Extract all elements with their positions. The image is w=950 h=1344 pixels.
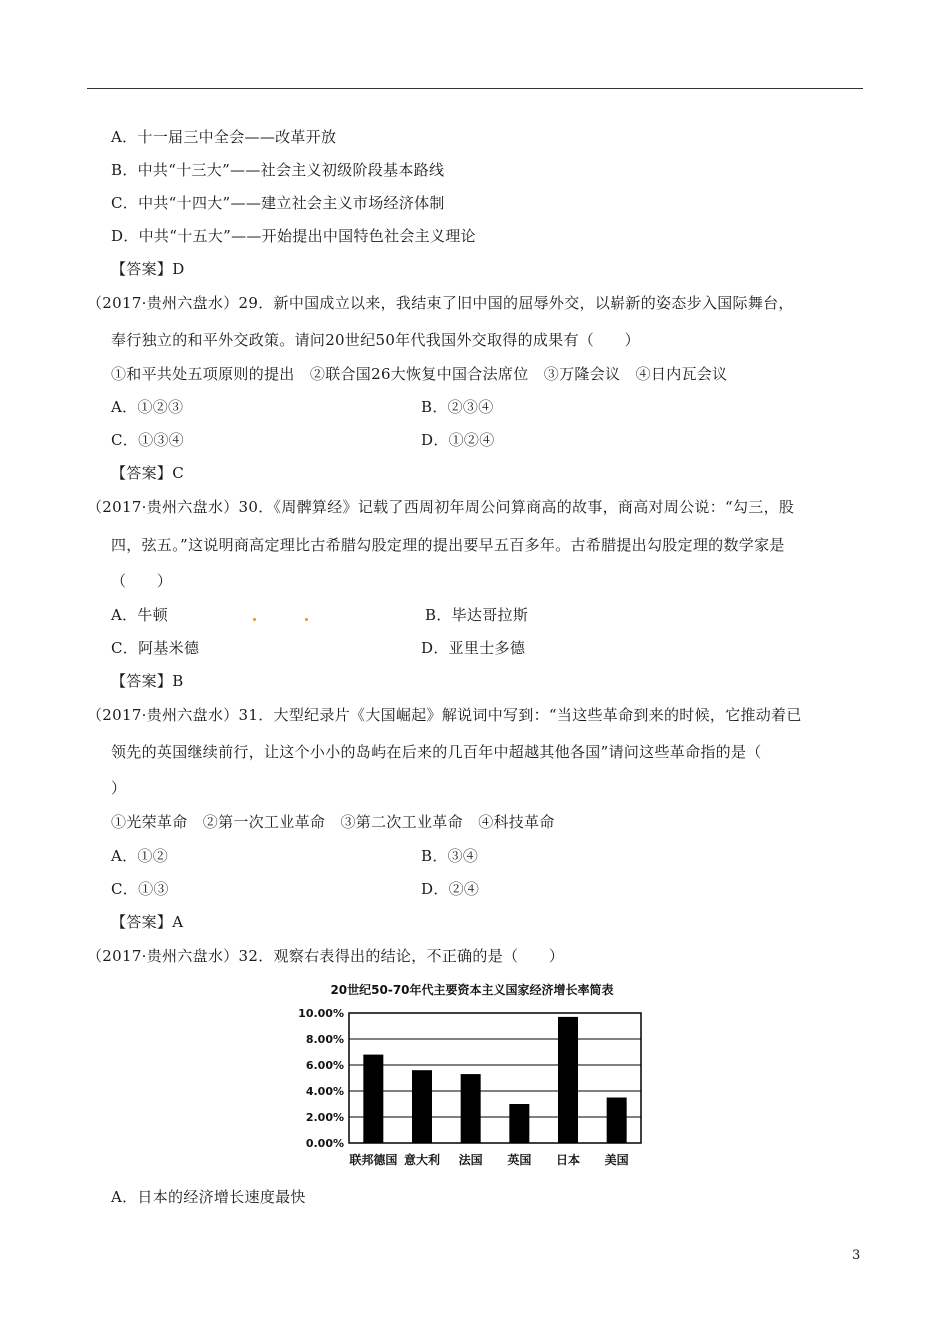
q32-option-a: A．日本的经济增长速度最快	[111, 1188, 306, 1206]
growth-rate-chart-svg	[297, 976, 648, 1173]
q29-items: ①和平共处五项原则的提出 ②联合国26大恢复中国合法席位 ③万隆会议 ④日内瓦会议	[111, 365, 728, 383]
q30-stem-line2: 四，弦五。”这说明商高定理比古希腊勾股定理的提出要早五百多年。古希腊提出勾股定理的数学家是	[111, 536, 785, 554]
q29-stem-line2: 奉行独立的和平外交政策。请问20世纪50年代我国外交取得的成果有（ ）	[111, 331, 640, 349]
q31-items: ①光荣革命 ②第一次工业革命 ③第二次工业革命 ④科技革命	[111, 813, 555, 831]
q28-option-c: C．中共“十四大”——建立社会主义市场经济体制	[111, 194, 445, 212]
q30-answer: 【答案】B	[111, 672, 184, 690]
page-number: 3	[852, 1248, 861, 1263]
x-tick-label: 美国	[604, 1153, 629, 1167]
q29-option-b: B．②③④	[421, 398, 494, 416]
q28-option-d: D．中共“十五大”——开始提出中国特色社会主义理论	[111, 227, 476, 245]
y-tick-label: 6.00%	[305, 1059, 344, 1072]
q31-stem-line1: （2017·贵州六盘水）31．大型纪录片《大国崛起》解说词中写到：“当这些革命到来的时候，它推动着已	[87, 706, 802, 724]
q28-option-a: A．十一届三中全会——改革开放	[111, 128, 337, 146]
q32-stem: （2017·贵州六盘水）32．观察右表得出的结论，不正确的是（ ）	[87, 947, 565, 965]
bar	[509, 1104, 529, 1143]
x-tick-label: 日本	[555, 1153, 581, 1167]
y-tick-label: 2.00%	[305, 1111, 344, 1124]
plot-frame	[349, 1013, 641, 1143]
x-tick-label: 英国	[507, 1153, 532, 1167]
q29-answer: 【答案】C	[111, 464, 184, 482]
q29-option-d: D．①②④	[421, 431, 495, 449]
q31-stem-line2: 领先的英国继续前行，让这个小小的岛屿在后来的几百年中超越其他各国”请问这些革命指的是（	[111, 743, 762, 761]
x-tick-label: 联邦德国	[349, 1153, 398, 1167]
q31-stem-line3: ）	[111, 779, 127, 797]
bar	[607, 1098, 627, 1144]
y-tick-label: 10.00%	[298, 1007, 344, 1020]
q28-option-b: B．中共“十三大”——社会主义初级阶段基本路线	[111, 161, 445, 179]
q30-option-b: B．毕达哥拉斯	[425, 606, 529, 624]
q31-option-b: B．③④	[421, 847, 479, 865]
q29-stem-line1: （2017·贵州六盘水）29．新中国成立以来，我结束了旧中国的屈辱外交，以崭新的姿态步入国际舞台，	[87, 294, 794, 312]
y-tick-label: 4.00%	[305, 1085, 344, 1098]
x-tick-label: 法国	[458, 1153, 483, 1167]
y-tick-label: 0.00%	[305, 1137, 344, 1150]
q30-stem-line3: （ ）	[111, 572, 173, 590]
bar	[412, 1070, 432, 1143]
q29-option-c: C．①③④	[111, 431, 184, 449]
header-rule	[87, 88, 863, 89]
x-tick-label: 意大利	[403, 1153, 441, 1167]
q28-answer: 【答案】D	[111, 260, 185, 278]
growth-rate-chart	[297, 976, 648, 1173]
q30-stem-line1: （2017·贵州六盘水）30．《周髀算经》记载了西周初年周公问算商高的故事，商高对周公说：“勾三，股	[87, 498, 795, 516]
q31-option-d: D．②④	[421, 880, 480, 898]
q31-option-a: A．①②	[111, 847, 169, 865]
q29-option-a: A．①②③	[111, 398, 184, 416]
y-tick-label: 8.00%	[305, 1033, 344, 1046]
bar	[461, 1074, 481, 1143]
stray-mark	[253, 618, 256, 621]
q31-option-c: C．①③	[111, 880, 169, 898]
q30-option-d: D．亚里士多德	[421, 639, 526, 657]
chart-title: 20世纪50-70年代主要资本主义国家经济增长率简表	[330, 983, 614, 997]
bar	[363, 1055, 383, 1143]
q31-answer: 【答案】A	[111, 913, 184, 931]
q30-option-c: C．阿基米德	[111, 639, 200, 657]
stray-mark	[305, 618, 308, 621]
q30-option-a: A．牛顿	[111, 606, 169, 624]
bar	[558, 1017, 578, 1143]
